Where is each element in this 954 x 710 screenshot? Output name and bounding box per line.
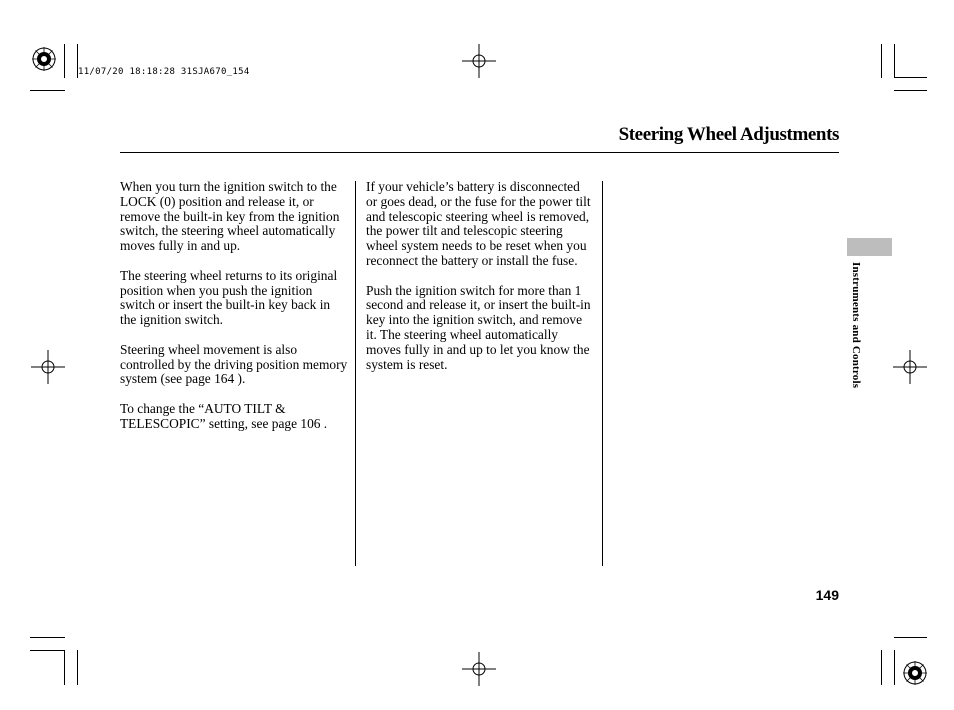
paragraph: The steering wheel returns to its original position when you push the ignition switch or insert the built-in key back in the ignition switch. — [120, 267, 338, 328]
crop-mark-icon — [30, 637, 65, 638]
column-divider — [602, 181, 603, 566]
crosshair-icon — [893, 350, 927, 384]
crop-mark-icon — [894, 90, 927, 91]
text-column-left — [120, 180, 348, 446]
print-stamp: 11/07/20 18:18:28 31SJA670_154 — [78, 67, 250, 77]
crop-mark-icon — [64, 44, 65, 78]
section-tab — [847, 238, 892, 256]
column-divider — [355, 181, 356, 566]
crop-mark-icon — [894, 44, 895, 78]
crosshair-icon — [31, 350, 65, 384]
registration-target-icon — [31, 46, 57, 72]
crop-mark-icon — [894, 650, 895, 685]
crop-mark-icon — [30, 650, 65, 651]
title-rule — [120, 152, 839, 153]
paragraph: If your vehicle’s battery is disconnected or goes dead, or the fuse for the power tilt and telescopic steering wheel is removed, the power tilt and telescopic steering wheel system needs to be reset when you reconnect the battery or install the fuse. — [366, 179, 591, 268]
crop-mark-icon — [894, 637, 927, 638]
crosshair-icon — [462, 44, 496, 78]
crop-mark-icon — [77, 650, 78, 685]
registration-target-icon — [902, 660, 928, 686]
crop-mark-icon — [30, 90, 65, 91]
crop-mark-icon — [64, 650, 65, 685]
paragraph: When you turn the ignition switch to the LOCK (0) position and release it, or remove the built-in key from the ignition switch, the steering wheel automatically moves fully in and up. — [120, 179, 340, 254]
crop-mark-icon — [881, 650, 882, 685]
page-title: Steering Wheel Adjustments — [618, 124, 839, 145]
crop-mark-icon — [894, 77, 927, 78]
crop-mark-icon — [881, 44, 882, 78]
page-number: 149 — [815, 587, 839, 603]
paragraph: Steering wheel movement is also controlled by the driving position memory system (see page 164 ). — [120, 341, 348, 387]
crosshair-icon — [462, 652, 496, 686]
section-side-label: Instruments and Controls — [850, 262, 862, 389]
paragraph: To change the “AUTO TILT & TELESCOPIC” setting, see page 106 . — [120, 400, 328, 431]
text-column-middle — [366, 180, 592, 387]
paragraph: Push the ignition switch for more than 1 second and release it, or insert the built-in key into the ignition switch, and remove it. The steering wheel automatically moves fully in and up to let you know the system is reset. — [366, 282, 591, 372]
